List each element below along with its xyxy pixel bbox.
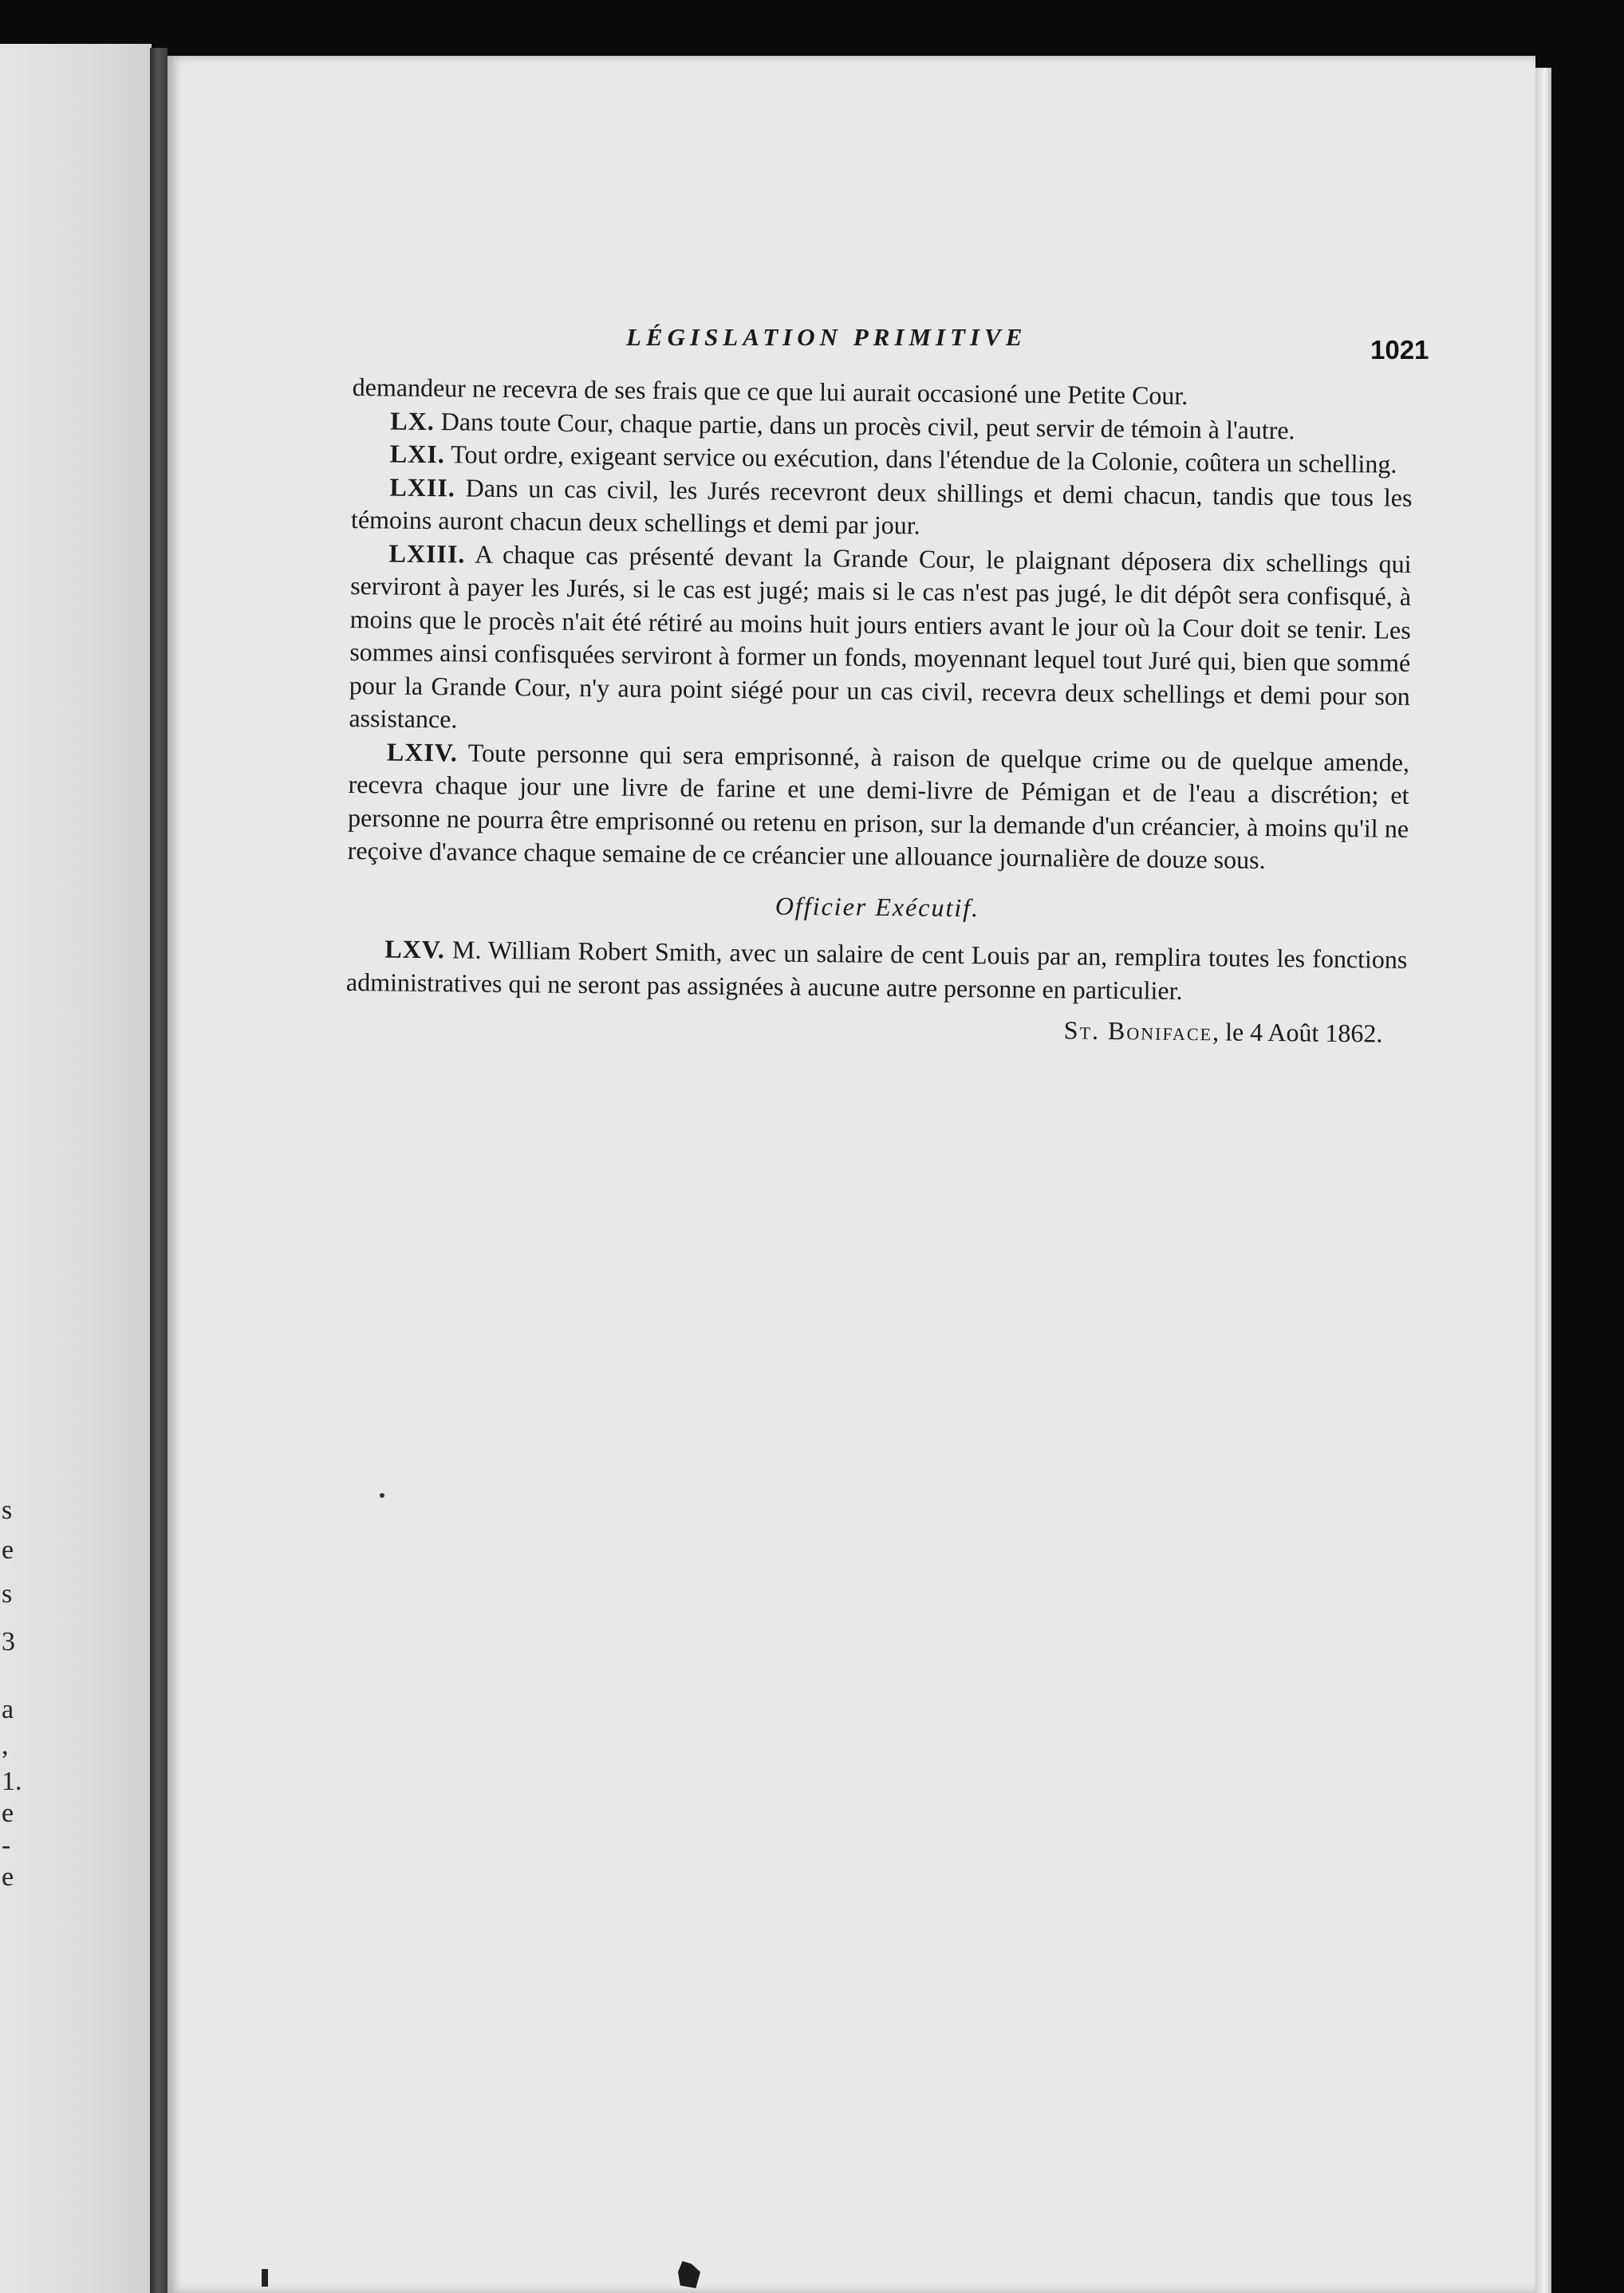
paragraph-text: Dans un cas civil, les Jurés recevront deux shillings et demi chacun, tandis que tous les témoins auront chacun deux schellings et demi par jour. — [350, 472, 1413, 540]
article-number: LXIV. — [386, 736, 459, 766]
article-lxv — [346, 932, 1408, 1010]
page-edge — [1535, 68, 1551, 2293]
adjacent-left-page — [0, 44, 152, 2293]
signature-line — [345, 1007, 1406, 1050]
article-number: LXV. — [384, 934, 446, 964]
body-text — [345, 371, 1413, 1050]
margin-fragment: , — [2, 1731, 9, 1760]
page-number: 1021 — [1370, 335, 1429, 364]
paragraph-text: A chaque cas présenté devant la Grande Cour, le plaignant déposera dix schellings qui serviront à payer les Jurés, si le cas est jugé; mais si le cas n'est pas jugé, le dit dépôt sera confisqué, à moins que le procès n'ait été rétiré au moins huit jours entiers avant le jour où la Cour doit se tenir. Les sommes ainsi confisquées serviront à former un fonds, moyennant lequel tout Juré qui, bien que sommé pour la Grande Cour, n'y aura point siégé pour un cas civil, recevra deux schellings et demi pour son assistance. — [349, 539, 1412, 734]
book-page — [168, 56, 1535, 2293]
paragraph-text: M. William Robert Smith, avec un salaire de cent Louis par an, remplira toutes les fonctions administratives qui ne seront pas assignées à aucune autre personne en particulier. — [345, 935, 1408, 1005]
margin-fragment: e — [2, 1535, 14, 1565]
paragraph-text: Toute personne qui sera emprisonné, à raison de quelque crime ou de quelque amende, recevra chaque jour une livre de farine et une demi-livre de Pémigan et de l'eau a discrétion; et personne ne pourra être emprisonné ou retenu en prison, sur la demande d'un créancier, à moins qu'il ne reçoive d'avance chaque semaine de ce créancier une allouance journalière de douze sous. — [347, 738, 1410, 875]
article-number: LXII. — [389, 471, 456, 502]
article-lxiv — [347, 735, 1409, 878]
stray-ink-dot — [380, 1493, 384, 1498]
signature-date: , le 4 Août 1862. — [1212, 1017, 1383, 1048]
book-binding-gutter — [150, 48, 168, 2293]
margin-fragment: 1. — [2, 1767, 22, 1796]
margin-fragment: - — [2, 1830, 11, 1860]
paragraph-text: demandeur ne recevra de ses frais que ce que lui aurait occasioné une Petite Cour. — [352, 372, 1188, 410]
paragraph-text: Dans toute Cour, chaque partie, dans un procès civil, peut servir de témoin à l'autre. — [440, 406, 1295, 444]
running-head: LÉGISLATION PRIMITIVE — [626, 323, 1027, 351]
article-number: LX. — [390, 406, 435, 435]
margin-fragment: a — [2, 1695, 14, 1724]
margin-fragment: e — [2, 1799, 14, 1828]
article-lxiii — [349, 536, 1412, 746]
margin-fragment: e — [2, 1862, 14, 1892]
article-lxii — [351, 470, 1413, 547]
margin-fragment: s — [2, 1579, 13, 1609]
scan-artifact — [262, 2269, 268, 2287]
signature-place: St. Boniface — [1063, 1015, 1213, 1046]
article-number: LXI. — [389, 439, 446, 469]
article-number: LXIII. — [388, 538, 466, 568]
section-heading: Officier Exécutif. — [775, 891, 980, 922]
margin-fragment: 3 — [2, 1627, 15, 1657]
paragraph-text: Tout ordre, exigeant service ou exécution, dans l'étendue de la Colonie, coûtera un schelling. — [451, 439, 1397, 479]
margin-fragment: s — [2, 1495, 13, 1525]
